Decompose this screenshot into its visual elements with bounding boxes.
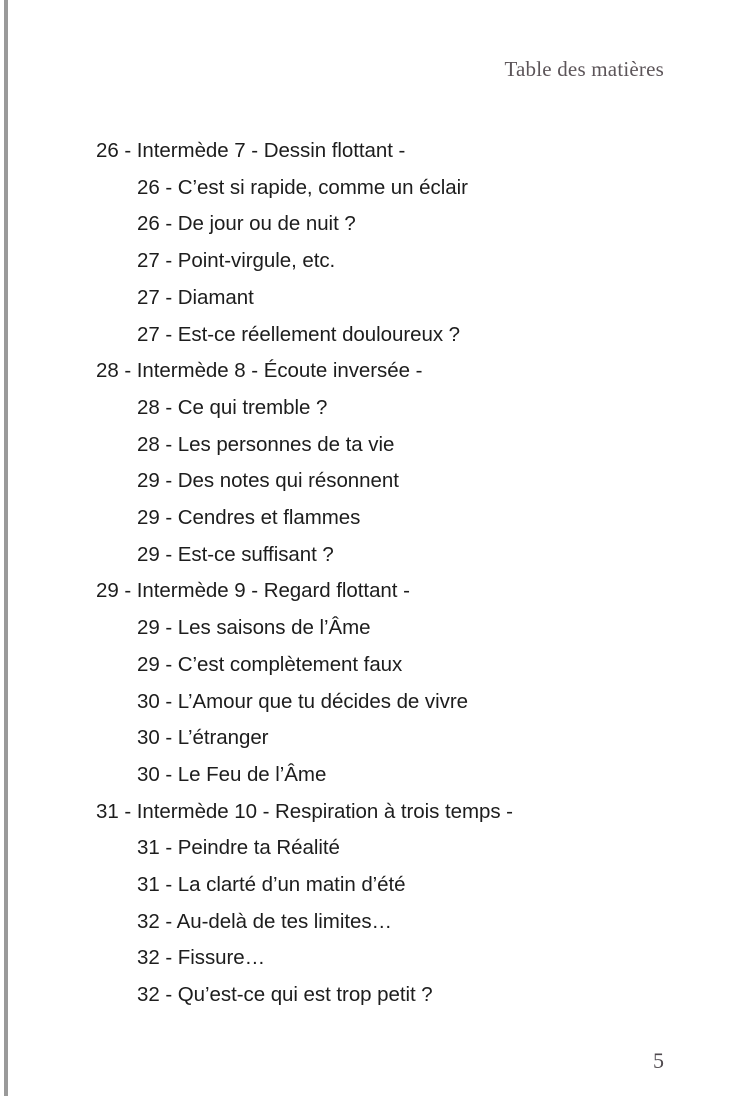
toc-entry[interactable] — [0, 317, 736, 354]
toc-entry-page: 32 — [137, 983, 160, 1007]
toc-entry-separator: - — [159, 616, 178, 640]
toc-entry-title: Les saisons de l’Âme — [177, 616, 371, 640]
toc-entry-separator: - — [159, 873, 178, 897]
toc-entry-separator: - — [159, 212, 178, 236]
toc-entry-title: Intermède 8 - Écoute inversée - — [136, 359, 423, 383]
toc-entry-page: 27 — [137, 285, 160, 309]
toc-entry[interactable] — [0, 463, 736, 500]
toc-entry-separator: - — [159, 469, 178, 493]
toc-entry-page: 30 — [137, 726, 160, 750]
toc-entry-separator: - — [159, 983, 178, 1007]
toc-entry-separator: - — [159, 652, 178, 676]
toc-entry-page: 28 — [137, 395, 160, 419]
toc-entry-page: 29 — [137, 542, 160, 566]
toc-entry-title: Qu’est-ce qui est trop petit ? — [177, 983, 433, 1007]
toc-entry-page: 29 — [137, 616, 160, 640]
toc-entry[interactable] — [0, 977, 736, 1014]
toc-entry-title: Intermède 7 - Dessin flottant - — [136, 139, 406, 162]
toc-entry-page: 28 — [96, 359, 119, 383]
toc-entry-title: La clarté d’un matin d’été — [177, 873, 406, 897]
toc-entry-page: 31 — [137, 873, 160, 897]
toc-entry[interactable] — [0, 573, 736, 610]
toc-entry-page: 26 — [96, 139, 119, 162]
toc-entry-title: C’est complètement faux — [177, 652, 403, 676]
toc-entry[interactable] — [0, 427, 736, 464]
toc-entry-separator: - — [159, 432, 178, 456]
toc-entry[interactable] — [0, 720, 736, 757]
toc-entry-title: Le Feu de l’Âme — [177, 762, 327, 786]
toc-entry-separator: - — [159, 175, 178, 199]
toc-entry-title: Est-ce suffisant ? — [177, 542, 334, 566]
toc-entry-title: L’étranger — [177, 726, 269, 750]
toc-entry[interactable] — [0, 500, 736, 537]
toc-entry-title: Cendres et flammes — [177, 506, 361, 530]
toc-entry[interactable] — [0, 867, 736, 904]
toc-entry-page: 29 — [137, 506, 160, 530]
toc-entry-page: 31 — [137, 836, 160, 860]
toc-entry-separator: - — [118, 359, 137, 383]
toc-entry[interactable] — [0, 794, 736, 831]
toc-entry-title: Peindre ta Réalité — [177, 836, 340, 860]
toc-entry[interactable] — [0, 684, 736, 721]
toc-entry-page: 32 — [137, 909, 160, 933]
toc-entry-separator: - — [159, 395, 178, 419]
toc-entry-separator: - — [159, 726, 178, 750]
toc-entry[interactable] — [0, 830, 736, 867]
toc-entry-separator: - — [159, 542, 178, 566]
toc-entry[interactable] — [0, 243, 736, 280]
toc-entry-page: 26 — [137, 212, 160, 236]
toc-entry-page: 27 — [137, 322, 160, 346]
toc-entry-title: C’est si rapide, comme un éclair — [177, 175, 468, 199]
toc-entry-title: Au-delà de tes limites… — [176, 909, 392, 933]
toc-entry[interactable] — [0, 610, 736, 647]
toc-entry[interactable] — [0, 940, 736, 977]
toc-entry-separator: - — [159, 689, 178, 713]
toc-entry-separator: - — [159, 762, 178, 786]
toc-entry[interactable] — [0, 280, 736, 317]
toc-entry-page: 28 — [137, 432, 160, 456]
toc-entry-title: L’Amour que tu décides de vivre — [177, 689, 468, 713]
toc-entry-page: 29 — [96, 579, 119, 603]
toc-entry[interactable] — [0, 647, 736, 684]
toc-entry-separator: - — [118, 799, 137, 823]
toc-entry-title: Les personnes de ta vie — [177, 432, 395, 456]
toc-entry-title: De jour ou de nuit ? — [177, 212, 356, 236]
toc-entry-page: 27 — [137, 249, 160, 273]
toc-entry-page: 31 — [96, 799, 119, 823]
toc-entry-title: Est-ce réellement douloureux ? — [177, 322, 461, 346]
toc-entry-separator: - — [159, 249, 178, 273]
toc-entry[interactable] — [0, 904, 736, 941]
toc-entry-separator: - — [159, 909, 177, 933]
table-of-contents — [0, 133, 736, 1014]
toc-entry[interactable] — [0, 353, 736, 390]
toc-entry-separator: - — [118, 139, 137, 162]
running-head: Table des matières — [504, 57, 664, 81]
toc-entry-title: Diamant — [177, 285, 254, 309]
toc-entry-page: 30 — [137, 762, 160, 786]
toc-entry-page: 26 — [137, 175, 160, 199]
toc-entry-title: Des notes qui résonnent — [177, 469, 399, 493]
toc-entry[interactable] — [0, 170, 736, 207]
toc-entry-separator: - — [159, 322, 178, 346]
toc-entry-separator: - — [159, 285, 178, 309]
toc-entry-page: 30 — [137, 689, 160, 713]
toc-entry-title: Intermède 9 - Regard flottant - — [136, 579, 410, 603]
page-number: 5 — [653, 1048, 664, 1073]
toc-entry-separator: - — [118, 579, 137, 603]
toc-entry[interactable] — [0, 390, 736, 427]
toc-entry-separator: - — [159, 836, 178, 860]
toc-entry-page: 29 — [137, 469, 160, 493]
toc-entry-title: Point-virgule, etc. — [177, 249, 336, 273]
toc-entry-separator: - — [159, 946, 178, 970]
toc-entry-separator: - — [159, 506, 178, 530]
toc-entry-page: 29 — [137, 652, 160, 676]
toc-entry-page: 32 — [137, 946, 160, 970]
toc-entry-title: Intermède 10 - Respiration à trois temps - — [136, 799, 513, 823]
toc-entry-title: Fissure… — [177, 946, 266, 970]
toc-entry[interactable] — [0, 757, 736, 794]
toc-entry-title: Ce qui tremble ? — [177, 395, 328, 419]
toc-entry[interactable] — [0, 133, 736, 170]
toc-entry[interactable] — [0, 206, 736, 243]
toc-entry[interactable] — [0, 537, 736, 574]
